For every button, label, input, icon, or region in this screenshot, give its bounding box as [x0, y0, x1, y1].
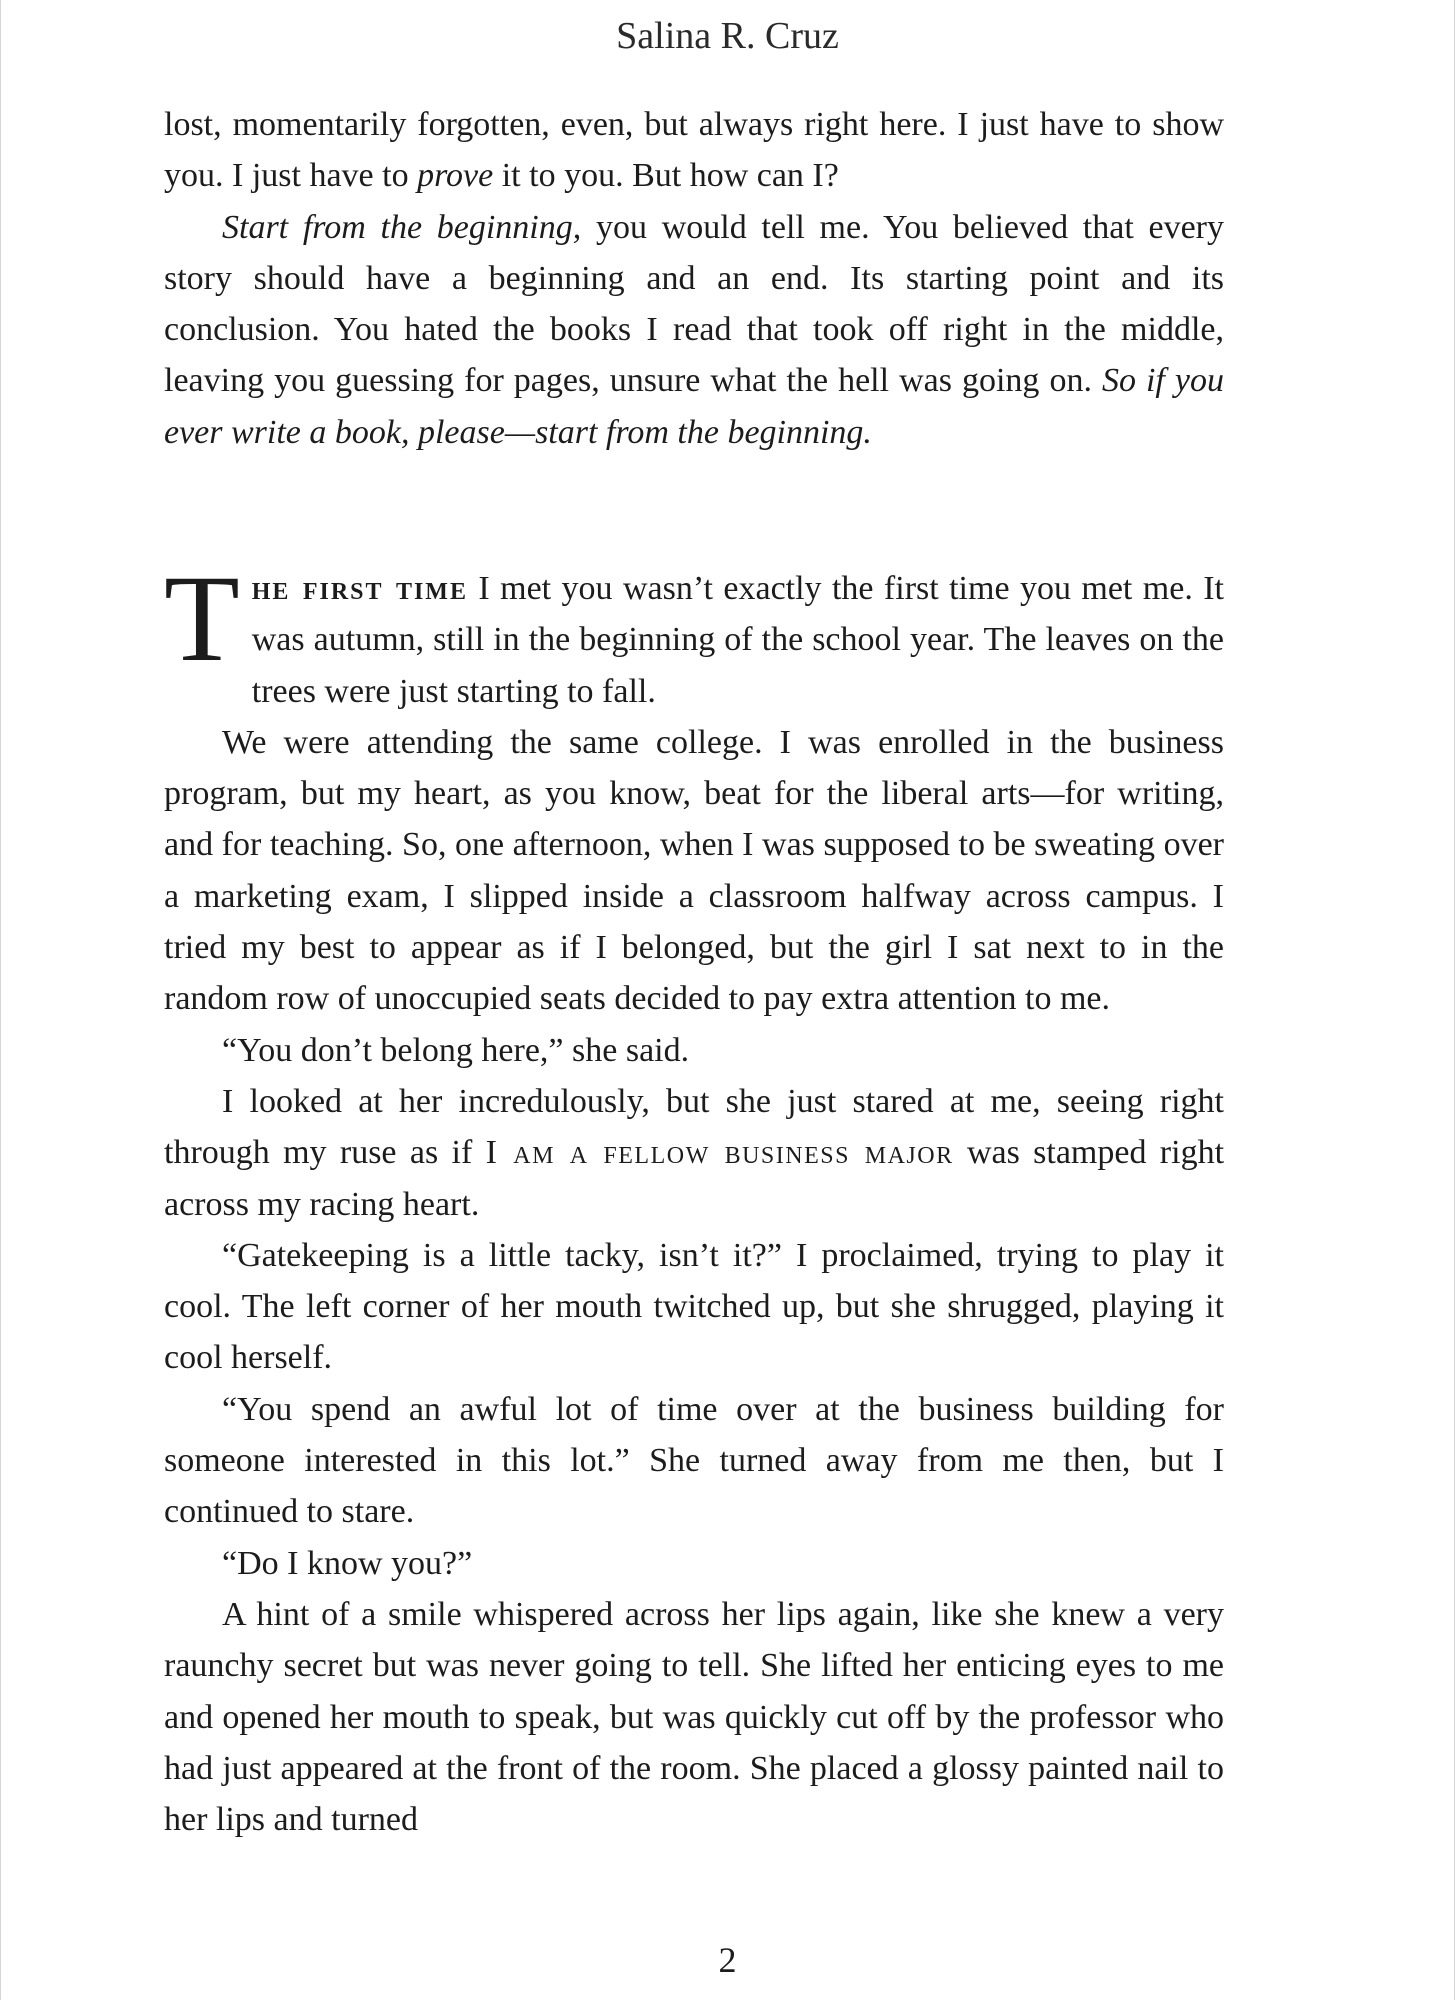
- chapter-section: [164, 550, 1225, 1845]
- text-run: it to you. But how can I?: [493, 157, 839, 195]
- paragraph: [164, 1076, 1224, 1230]
- drop-cap: T: [164, 550, 240, 687]
- running-head-author: Salina R. Cruz: [616, 15, 839, 57]
- italic-run: prove: [417, 157, 494, 195]
- text-run: was stamped right across my racing heart.: [164, 1134, 1225, 1223]
- paragraph: [164, 99, 1224, 202]
- small-caps-run: I am a fellow business major: [485, 1134, 954, 1172]
- paragraph: A hint of a smile whispered across her lips again, like she knew a very raunchy secret but was never going to tell. She lifted her enticing eyes to me and opened her mouth to speak, but was quickly cut off by the professor who had just appeared at the front of the room. She placed a glossy painted nail to her lips and turned: [164, 1595, 1224, 1839]
- paragraph: “You don’t belong here,” she said.: [222, 1031, 690, 1069]
- paragraph: [164, 202, 1224, 458]
- small-caps-lead-in: he first time: [251, 570, 468, 607]
- paragraph: “Do I know you?”: [222, 1544, 473, 1582]
- paragraph: “You spend an awful lot of time over at the business building for someone interested in this lot.” She turned away from me then, but I continued to stare.: [164, 1390, 1224, 1531]
- opening-paragraph: [164, 550, 1225, 717]
- italic-run: So if you ever write a book, please—start from the beginning.: [164, 362, 1224, 451]
- text-run: lost, momentarily forgotten, even, but always right here. I just have to show you. I just have to: [164, 106, 1224, 195]
- page-number: 2: [718, 1940, 737, 1980]
- paragraph: “Gatekeeping is a little tacky, isn’t it?” I proclaimed, trying to play it cool. The left corner of her mouth twitched up, but she shrugged, playing it cool herself.: [164, 1236, 1224, 1377]
- text-run: I met you wasn’t exactly the first time you met me. It was autumn, still in the beginning of the school year. The leaves on the trees were just starting to fall.: [251, 570, 1225, 710]
- paragraph: We were attending the same college. I was enrolled in the business program, but my heart, as you know, beat for the liberal arts—for writing, and for teaching. So, one afternoon, when I was supposed to be sweating over a marketing exam, I slipped inside a classroom halfway across campus. I tried my best to appear as if I belonged, but the girl I sat next to in the random row of unoccupied seats decided to pay extra attention to me.: [164, 723, 1224, 1018]
- text-run: you would tell me. You believed that every story should have a beginning and an end. Its starting point and its conclusion. You hated the books I read that took off right in the middle, leaving you guessing for pages, unsure what the hell was going on.: [164, 208, 1224, 400]
- italic-run: Start from the beginning,: [222, 208, 582, 246]
- intro-section: [164, 99, 1224, 458]
- text-run: I looked at her incredulously, but she just stared at me, seeing right through my ruse as if: [164, 1082, 1224, 1172]
